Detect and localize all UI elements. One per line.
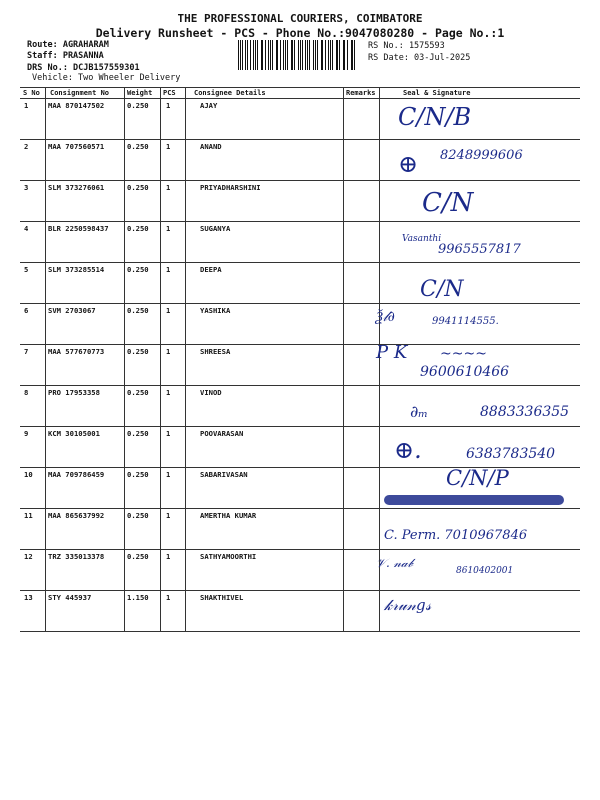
table-rule	[20, 87, 580, 88]
table-rule	[20, 385, 580, 386]
cell-consignee: YASHIKA	[200, 306, 231, 315]
cell-weight: 0.250	[127, 101, 149, 110]
cell-consignment-no: BLR 2250598437	[48, 224, 109, 233]
rs-date: RS Date: 03-Jul-2025	[368, 53, 471, 63]
cell-consignee: PRIYADHARSHINI	[200, 183, 261, 192]
column-header-consignee: Consignee Details	[194, 89, 266, 97]
cell-consignment-no: MAA 709786459	[48, 470, 105, 479]
cell-weight: 0.250	[127, 388, 149, 397]
table-rule	[20, 426, 580, 427]
cell-consignment-no: PRO 17953358	[48, 388, 100, 397]
handwritten-phone: 8248999606	[440, 148, 523, 163]
table-rule	[20, 508, 580, 509]
handwritten-signature: C/N/B	[398, 103, 472, 131]
signature-scribble: ⊕.	[394, 436, 422, 464]
cell-pcs: 1	[166, 552, 171, 561]
table-rule	[20, 631, 580, 632]
handwritten-name: Vasanthi	[402, 234, 442, 244]
handwritten-phone: 6383783540	[466, 446, 556, 462]
cell-consignee: VINOD	[200, 388, 222, 397]
runsheet-subtitle: Delivery Runsheet - PCS - Phone No.:9047080280 - Page No.:1	[95, 26, 505, 40]
table-rule	[20, 590, 580, 591]
handwritten-phone: 9600610466	[420, 364, 510, 380]
cell-pcs: 1	[166, 183, 171, 192]
cell-sno: 1	[24, 101, 29, 110]
handwritten-signature: C/N	[422, 188, 474, 218]
vehicle-label: Vehicle: Two Wheeler Delivery	[32, 73, 181, 83]
cell-pcs: 1	[166, 265, 171, 274]
table-column-rule	[124, 87, 125, 632]
cell-consignment-no: TRZ 335013378	[48, 552, 105, 561]
table-rule	[20, 262, 580, 263]
cell-pcs: 1	[166, 429, 171, 438]
handwritten-signature: C/N	[420, 277, 464, 302]
cell-consignee: SHREESA	[200, 347, 231, 356]
cell-weight: 0.250	[127, 265, 149, 274]
cell-weight: 0.250	[127, 142, 149, 151]
table-rule	[20, 139, 580, 140]
table-column-rule	[343, 87, 344, 632]
handwritten-initials: P K	[376, 342, 408, 363]
cell-consignee: ANAND	[200, 142, 222, 151]
column-header-remarks: Remarks	[346, 89, 376, 97]
table-column-rule	[160, 87, 161, 632]
cell-sno: 9	[24, 429, 29, 438]
table-column-rule	[185, 87, 186, 632]
table-column-rule	[45, 87, 46, 632]
handwritten-signature: C/N/P	[446, 466, 509, 490]
cell-consignment-no: MAA 870147502	[48, 101, 105, 110]
cell-consignment-no: KCM 30105001	[48, 429, 100, 438]
column-header-seal-signature: Seal & Signature	[403, 89, 471, 97]
cell-weight: 1.150	[127, 593, 149, 602]
cell-weight: 0.250	[127, 183, 149, 192]
cell-consignee: SABARIVASAN	[200, 470, 248, 479]
cell-consignment-no: MAA 865637992	[48, 511, 105, 520]
cell-pcs: 1	[166, 347, 171, 356]
cell-sno: 3	[24, 183, 29, 192]
cell-consignment-no: MAA 577670773	[48, 347, 105, 356]
table-rule	[20, 549, 580, 550]
cell-consignee: SATHYAMOORTHI	[200, 552, 257, 561]
cell-weight: 0.250	[127, 552, 149, 561]
rs-number: RS No.: 1575593	[368, 41, 445, 51]
cell-weight: 0.250	[127, 470, 149, 479]
handwritten-phone: 8883336355	[480, 404, 570, 420]
cell-sno: 6	[24, 306, 29, 315]
cell-pcs: 1	[166, 306, 171, 315]
cell-sno: 4	[24, 224, 29, 233]
cell-consignee: SHAKTHIVEL	[200, 593, 244, 602]
runsheet-table	[20, 87, 580, 632]
cell-sno: 2	[24, 142, 29, 151]
cell-weight: 0.250	[127, 306, 149, 315]
cell-consignment-no: SLM 373285514	[48, 265, 105, 274]
staff-label: Staff: PRASANNA	[27, 51, 104, 61]
barcode	[238, 40, 358, 70]
cell-consignment-no: SVM 2703067	[48, 306, 96, 315]
signature-scribble: ~~~~	[440, 346, 487, 362]
cell-weight: 0.250	[127, 429, 149, 438]
cell-pcs: 1	[166, 593, 171, 602]
cell-sno: 13	[24, 593, 33, 602]
handwritten-note: C. Perm. 7010967846	[384, 528, 528, 543]
cell-sno: 5	[24, 265, 29, 274]
cell-pcs: 1	[166, 142, 171, 151]
cell-sno: 7	[24, 347, 29, 356]
handwritten-phone: 8610402001	[456, 566, 514, 576]
cell-pcs: 1	[166, 224, 171, 233]
table-rule	[20, 180, 580, 181]
column-header-sno: S No	[23, 89, 40, 97]
signature-scribble: Ѯ𝓁∂	[376, 309, 395, 325]
scribbled-out-text	[384, 495, 564, 505]
drs-number: DRS No.: DCJB157559301	[27, 63, 140, 73]
cell-consignment-no: MAA 707560571	[48, 142, 105, 151]
signature-scribble: ∂ₘ	[410, 402, 429, 421]
handwritten-phone: 9941114555.	[432, 316, 499, 327]
cell-sno: 10	[24, 470, 33, 479]
cell-weight: 0.250	[127, 224, 149, 233]
cell-consignee: AJAY	[200, 101, 218, 110]
handwritten-phone: 9965557817	[438, 242, 521, 257]
cell-weight: 0.250	[127, 347, 149, 356]
column-header-pcs: PCS	[163, 89, 176, 97]
company-name: THE PROFESSIONAL COURIERS, COIMBATORE	[177, 12, 423, 25]
table-rule	[20, 98, 580, 99]
cell-consignment-no: SLM 373276061	[48, 183, 105, 192]
cell-pcs: 1	[166, 511, 171, 520]
cell-sno: 8	[24, 388, 29, 397]
column-header-weight: Weight	[127, 89, 153, 97]
column-header-consignment: Consignment No	[50, 89, 110, 97]
signature-scribble: ⊕	[398, 150, 419, 178]
cell-weight: 0.250	[127, 511, 149, 520]
signature-scribble: 𝓀𝓇𝓊𝓃𝑔𝓈	[384, 596, 432, 614]
table-rule	[20, 221, 580, 222]
cell-consignee: POOVARASAN	[200, 429, 244, 438]
table-rule	[20, 344, 580, 345]
signature-scribble: 𝒱. 𝓃𝒶𝒷	[376, 556, 413, 570]
route-label: Route: AGRAHARAM	[27, 40, 109, 50]
cell-pcs: 1	[166, 101, 171, 110]
cell-pcs: 1	[166, 388, 171, 397]
cell-sno: 12	[24, 552, 33, 561]
cell-pcs: 1	[166, 470, 171, 479]
table-rule	[20, 303, 580, 304]
cell-consignment-no: STY 445937	[48, 593, 92, 602]
cell-consignee: DEEPA	[200, 265, 222, 274]
cell-consignee: AMERTHA KUMAR	[200, 511, 257, 520]
cell-consignee: SUGANYA	[200, 224, 231, 233]
cell-sno: 11	[24, 511, 33, 520]
